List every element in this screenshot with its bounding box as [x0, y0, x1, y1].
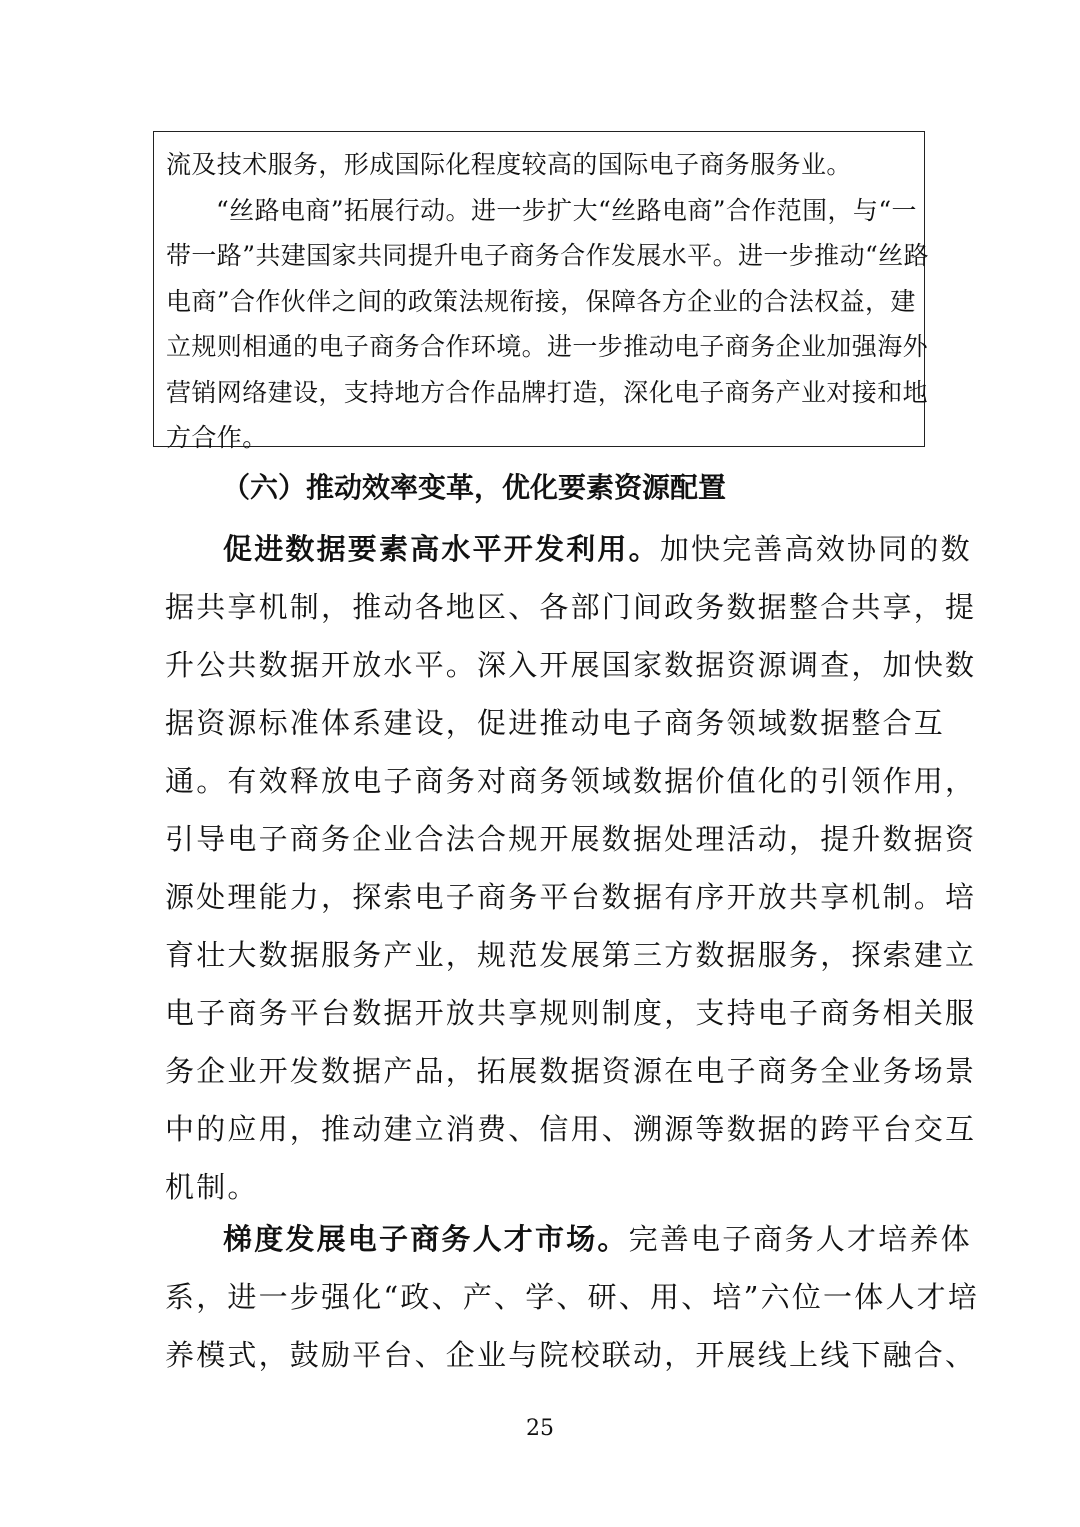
- boxed-text-frame: [153, 131, 929, 452]
- paragraph-talent-market: [165, 1210, 980, 1384]
- page-number: 25: [526, 1416, 554, 1441]
- paragraph-line: 据共享机制，推动各地区、各部门间政务数据整合共享，提: [165, 590, 977, 624]
- box-line: 流及技术服务，形成国际化程度较高的国际电子商务服务业。: [166, 150, 852, 179]
- paragraph-line: 中的应用，推动建立消费、信用、溯源等数据的跨平台交互: [165, 1112, 977, 1146]
- box-line: 营销网络建设，支持地方合作品牌打造，深化电子商务产业对接和地: [166, 377, 929, 407]
- paragraph-line: 养模式，鼓励平台、企业与院校联动，开展线上线下融合、: [165, 1338, 977, 1372]
- box-line: 电商”合作伙伴之间的政策法规衔接，保障各方企业的合法权益，建: [166, 286, 916, 316]
- paragraph-line: [165, 1210, 972, 1268]
- paragraph-line: 引导电子商务企业合法合规开展数据处理活动，提升数据资: [165, 822, 977, 856]
- paragraph-text: 完善电子商务人才培养体: [628, 1222, 972, 1256]
- paragraph-line: 源处理能力，探索电子商务平台数据有序开放共享机制。培: [165, 880, 977, 914]
- box-line: 带一路”共建国家共同提升电子商务合作发展水平。进一步推动“丝路: [166, 241, 929, 270]
- paragraph-line: 务企业开发数据产品，拓展数据资源在电子商务全业务场景: [165, 1054, 977, 1088]
- paragraph-lead: 促进数据要素高水平开发利用。: [223, 532, 660, 566]
- box-line: 立规则相通的电子商务合作环境。进一步推动电子商务企业加强海外: [166, 332, 929, 361]
- box-line: 方合作。: [166, 423, 268, 452]
- box-line: “丝路电商”拓展行动。进一步扩大“丝路电商”合作范围，与“一: [216, 195, 917, 225]
- paragraph-lead: 梯度发展电子商务人才市场。: [223, 1222, 629, 1256]
- paragraph-line: 育壮大数据服务产业，规范发展第三方数据服务，探索建立: [165, 938, 977, 972]
- paragraph-line: 电子商务平台数据开放共享规则制度，支持电子商务相关服: [165, 996, 977, 1030]
- paragraph-line: 系，进一步强化“政、产、学、研、用、培”六位一体人才培: [165, 1280, 980, 1314]
- paragraph-line: 据资源标准体系建设，促进推动电子商务领域数据整合互: [165, 706, 946, 740]
- paragraph-line: 升公共数据开放水平。深入开展国家数据资源调查，加快数: [165, 648, 977, 682]
- paragraph-text: 加快完善高效协同的数: [659, 532, 972, 566]
- section-heading: （六）推动效率变革，优化要素资源配置: [222, 471, 727, 504]
- paragraph-line: 通。有效释放电子商务对商务领域数据价值化的引领作用，: [165, 764, 977, 798]
- paragraph-line: 机制。: [165, 1170, 259, 1204]
- paragraph-line: [165, 520, 972, 578]
- paragraph-data-elements: [165, 520, 977, 1216]
